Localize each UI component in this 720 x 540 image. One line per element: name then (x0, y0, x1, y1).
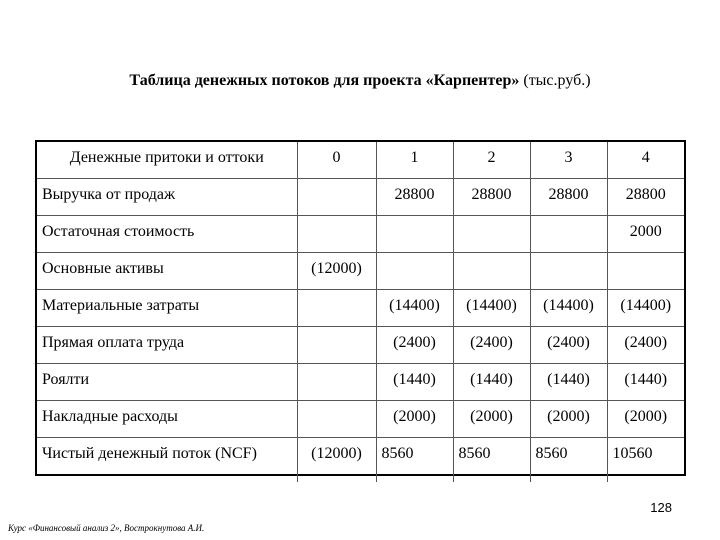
table-cell (376, 216, 453, 253)
table-cell: (2000) (607, 401, 684, 438)
page-number: 128 (650, 500, 672, 515)
table-cell: (2000) (530, 401, 607, 438)
table-cell: (1440) (453, 364, 530, 401)
table-cell (530, 216, 607, 253)
table-cell: (2400) (530, 327, 607, 364)
header-cell: Денежные притоки и оттоки (37, 142, 297, 179)
header-cell: 2 (453, 142, 530, 179)
header-cell: 3 (530, 142, 607, 179)
table-cell: (12000) (297, 438, 376, 483)
table-cell (297, 179, 376, 216)
cash-flow-table (35, 140, 686, 476)
row-label: Накладные расходы (37, 401, 297, 438)
row-label: Роялти (37, 364, 297, 401)
table-row (37, 327, 684, 364)
row-label: Чистый денежный поток (NCF) (37, 438, 297, 483)
table-cell: (2000) (453, 401, 530, 438)
table-cell (453, 216, 530, 253)
table-cell: (1440) (376, 364, 453, 401)
row-label: Остаточная стоимость (37, 216, 297, 253)
table-cell: 28800 (530, 179, 607, 216)
table-cell: (14400) (530, 290, 607, 327)
table-cell (297, 401, 376, 438)
table-cell: (2400) (453, 327, 530, 364)
table-row (37, 438, 684, 483)
row-label: Прямая оплата труда (37, 327, 297, 364)
table-cell: (12000) (297, 253, 376, 290)
header-cell: 1 (376, 142, 453, 179)
table-cell: (14400) (453, 290, 530, 327)
table-cell: (2000) (376, 401, 453, 438)
header-cell: 0 (297, 142, 376, 179)
table-row (37, 179, 684, 216)
table-row (37, 290, 684, 327)
table-cell: 28800 (607, 179, 684, 216)
table-cell (297, 216, 376, 253)
table-cell: (14400) (376, 290, 453, 327)
title-unit: (тыс.руб.) (523, 72, 591, 89)
table-cell: (2400) (376, 327, 453, 364)
table-row (37, 253, 684, 290)
table-cell (297, 290, 376, 327)
table-row (37, 401, 684, 438)
table-row (37, 364, 684, 401)
table-cell: 28800 (376, 179, 453, 216)
page-title (0, 72, 720, 90)
table-cell (376, 253, 453, 290)
table-cell (453, 253, 530, 290)
table-cell: 8560 (530, 438, 607, 483)
title-text: Таблица денежных потоков для проекта «Карпентер» (129, 72, 520, 89)
table-cell (297, 327, 376, 364)
table-cell: (1440) (530, 364, 607, 401)
table-row (37, 216, 684, 253)
table-cell: 28800 (453, 179, 530, 216)
footer-note: Курс «Финансовый анализ 2», Вострокнутова А.И. (8, 523, 205, 533)
row-label: Материальные затраты (37, 290, 297, 327)
table-cell (297, 364, 376, 401)
table-cell (607, 253, 684, 290)
table-cell: (1440) (607, 364, 684, 401)
table-cell: (2400) (607, 327, 684, 364)
row-label: Основные активы (37, 253, 297, 290)
table-cell: 2000 (607, 216, 684, 253)
table-header-row (37, 142, 684, 179)
table-cell: (14400) (607, 290, 684, 327)
table-cell: 10560 (607, 438, 684, 483)
table-cell: 8560 (376, 438, 453, 483)
table-cell: 8560 (453, 438, 530, 483)
row-label: Выручка от продаж (37, 179, 297, 216)
header-cell: 4 (607, 142, 684, 179)
table-cell (530, 253, 607, 290)
